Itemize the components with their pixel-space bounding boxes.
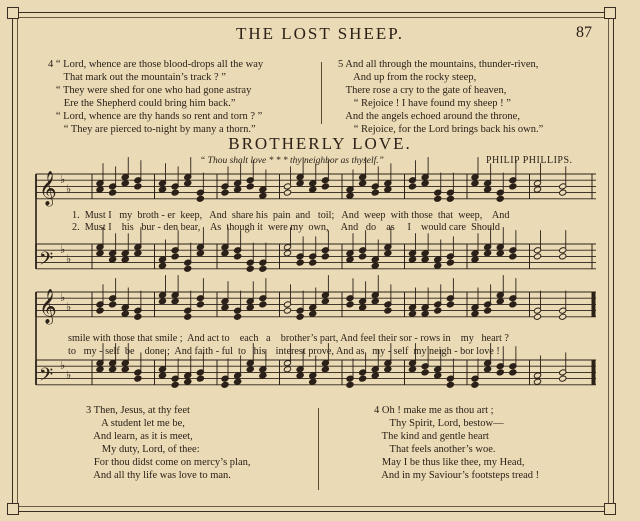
note-head [559,253,567,260]
note-head [259,372,267,379]
note-head [496,298,504,305]
note-head [484,366,492,373]
note-head [434,195,442,202]
note-head [234,313,242,320]
note-head [158,262,166,269]
note-head [321,366,329,373]
note-head [321,183,329,190]
note-head [221,304,229,311]
note-head [158,186,166,193]
note-head [184,180,192,187]
note-head [221,250,229,257]
note-head [434,307,442,314]
note-head [296,313,304,320]
note-head [559,313,567,320]
flat-icon: ♭ [66,300,72,314]
note-head [121,180,129,187]
note-head [496,369,504,376]
note-head [234,253,242,260]
note-head [221,381,229,388]
note-head [246,183,254,190]
note-head [121,256,129,263]
note-head [371,298,379,305]
note-head [246,366,254,373]
note-head [446,381,454,388]
note-head [408,366,416,373]
note-head [134,313,142,320]
lyric-system1-verse2: 2. Must I his bur - den bear, As though it were my own, And do as I would care Should [72,222,500,233]
note-head [471,310,479,317]
note-head [296,372,304,379]
note-head [96,186,104,193]
note-head [96,250,104,257]
note-head [484,250,492,257]
note-head [259,265,267,272]
lost-sheep-verse-4: 4 “ Lord, whence are those blood-drops all the way That mark out the mountain’s track ? ” “ They were shed for one who had gone astray Ere the Shepherd could bring him back.” “ Lord, whence are thy hands so rent and torn ? ” “ They are pierced to-night by many a thorn.” [48,59,264,135]
note-head [346,256,354,263]
lyric-system2-verse1: smile with those that smile ; And act to each a brother’s part, And feel their sor - rows in my heart ? [68,333,509,344]
note-head [446,301,454,308]
note-head [371,372,379,379]
note-head [421,256,429,263]
note-head [533,253,541,260]
note-head [309,259,317,266]
note-head [559,189,567,196]
flat-icon: ♭ [66,252,72,266]
note-head [309,310,317,317]
note-head [359,304,367,311]
note-head [408,310,416,317]
note-head [384,186,392,193]
note-head [446,259,454,266]
note-head [171,189,179,196]
hymn-verse-3: 3 Then, Jesus, at thy feet A student let me be, And learn, as it is meet, My duty, Lord, of thee: For thou didst come on mercy’s plan, And all thy life was love to man. [86,405,251,481]
hymn-composer: PHILIP PHILLIPS. [486,155,573,166]
lost-sheep-verse-5: 5 And all through the mountains, thunder-riven, And up from the rocky steep, There rose a cry to the gate of heaven, “ Rejoice ! I have found my sheep ! ” And the angels echoed around the throne, “ Rejoice, for the Lord brings back his own.” [338,59,544,135]
note-head [509,183,517,190]
note-head [121,366,129,373]
note-head [509,301,517,308]
note-head [371,189,379,196]
bass-clef-icon: 𝄢 [39,248,54,274]
note-head [408,183,416,190]
note-head [509,253,517,260]
treble-clef-icon: 𝄞 [39,170,57,206]
note-head [234,186,242,193]
note-head [196,301,204,308]
hymn-verse-4: 4 Oh ! make me as thou art ; Thy Spirit, Lord, bestow— The kind and gentle heart That feels another’s woe. May I be thus like thee, my Head, And in my Saviour’s footsteps tread ! [374,405,540,481]
flat-icon: ♭ [60,243,66,257]
note-head [421,369,429,376]
note-head [434,262,442,269]
note-head [283,250,291,257]
note-head [484,186,492,193]
note-head [96,366,104,373]
column-divider [318,408,319,490]
note-head [533,313,541,320]
note-head [359,375,367,382]
lyric-system2-verse2: to my - self be done ; And faith - ful to his interest prove, And as my - self my neigh - bor love ! [68,346,500,357]
note-head [496,195,504,202]
note-head [283,189,291,196]
note-head [359,180,367,187]
note-head [408,256,416,263]
note-head [384,250,392,257]
note-head [109,301,117,308]
note-head [484,307,492,314]
note-head [184,265,192,272]
note-head [121,310,129,317]
note-head [234,378,242,385]
note-head [96,307,104,314]
note-head [283,307,291,314]
flat-icon: ♭ [60,291,66,305]
note-head [221,189,229,196]
note-head [471,180,479,187]
note-head [109,189,117,196]
note-head [259,301,267,308]
note-head [158,372,166,379]
note-head [171,381,179,388]
note-head [371,262,379,269]
note-head [296,180,304,187]
note-head [184,313,192,320]
note-head [321,298,329,305]
note-head [421,310,429,317]
note-head [109,366,117,373]
note-head [171,253,179,260]
note-head [296,259,304,266]
lyric-system1-verse1: 1. Must I my broth - er keep, And share his pain and toil; And weep with those that weep, And [72,210,510,221]
note-head [134,375,142,382]
note-head [533,378,541,385]
note-head [359,253,367,260]
note-head [134,250,142,257]
note-head [346,301,354,308]
note-head [158,298,166,305]
note-head [321,253,329,260]
flat-icon: ♭ [60,359,66,373]
note-head [533,186,541,193]
note-head [309,186,317,193]
note-head [496,250,504,257]
note-head [309,378,317,385]
flat-icon: ♭ [66,368,72,382]
note-head [196,250,204,257]
note-head [283,366,291,373]
note-head [471,256,479,263]
note-head [434,372,442,379]
flat-icon: ♭ [60,173,66,187]
note-head [134,183,142,190]
note-head [196,195,204,202]
flat-icon: ♭ [66,182,72,196]
note-head [471,381,479,388]
page-number: 87 [576,24,592,41]
note-head [246,304,254,311]
hymn-epigraph: “ Thou shalt love * * * thy neighbor as thyself.” [200,156,384,166]
note-head [184,378,192,385]
note-head [196,375,204,382]
bass-clef-icon: 𝄢 [39,364,54,390]
note-head [509,369,517,376]
note-head [246,265,254,272]
note-head [171,298,179,305]
note-head [421,180,429,187]
note-head [384,307,392,314]
note-head [259,192,267,199]
note-head [346,381,354,388]
note-head [109,256,117,263]
page-title: THE LOST SHEEP. [235,24,405,43]
note-head [384,366,392,373]
note-head [346,192,354,199]
note-head [559,375,567,382]
treble-clef-icon: 𝄞 [39,288,57,324]
hymn-title: BROTHERLY LOVE. [228,134,412,153]
note-head [446,195,454,202]
